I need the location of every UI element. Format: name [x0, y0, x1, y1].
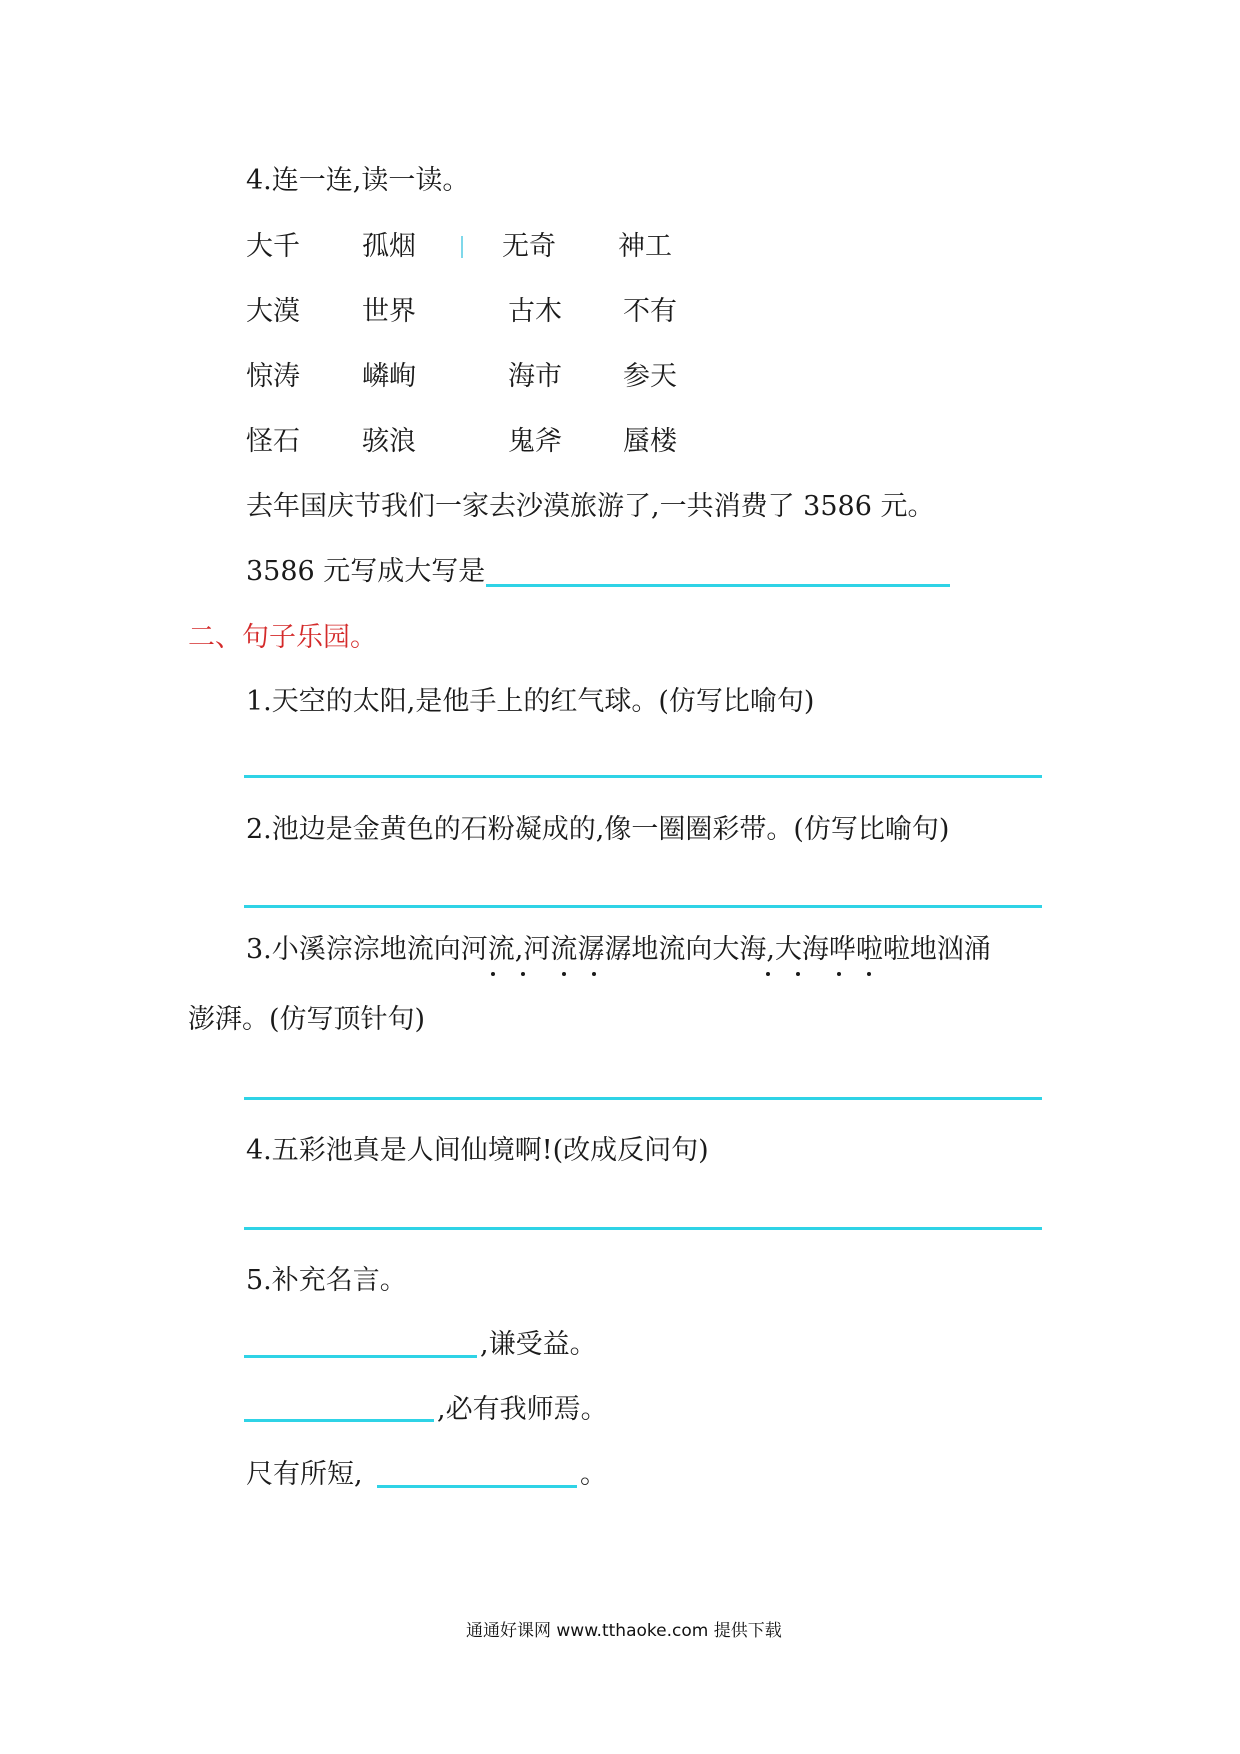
question-3-line-1: 3.小溪淙淙地流向河流,河流潺潺地流向大海,大海哗啦啦地汹涌: [246, 934, 991, 965]
word-item[interactable]: 惊涛: [246, 361, 300, 392]
word-item[interactable]: 鬼斧: [508, 426, 562, 457]
question-4: 4.五彩池真是人间仙境啊!(改成反问句): [246, 1135, 709, 1166]
maxim-1-text: ,谦受益。: [480, 1329, 597, 1360]
word-item[interactable]: 不有: [623, 296, 677, 327]
q4-sentence: 去年国庆节我们一家去沙漠旅游了,一共消费了 3586 元。: [246, 491, 935, 522]
word-item[interactable]: 嶙峋: [362, 361, 416, 392]
section-title: 二、句子乐园。: [188, 622, 377, 653]
maxim-3-head: 尺有所短,: [246, 1459, 363, 1490]
word-item[interactable]: 参天: [623, 361, 677, 392]
word-item[interactable]: 蜃楼: [623, 426, 677, 457]
answer-line-maxim-2[interactable]: [244, 1419, 434, 1422]
word-item[interactable]: 怪石: [246, 426, 300, 457]
cursor-marker: [461, 236, 463, 258]
q4-title: 4.连一连,读一读。: [246, 165, 470, 196]
maxim-3-tail: 。: [580, 1459, 607, 1490]
footer-credit: 通通好课网 www.tthaoke.com 提供下载: [466, 1621, 782, 1641]
question-3-line-2: 澎湃。(仿写顶针句): [188, 1004, 426, 1035]
answer-line-capital[interactable]: [486, 584, 950, 587]
question-1: 1.天空的太阳,是他手上的红气球。(仿写比喻句): [246, 686, 815, 717]
word-item[interactable]: 骇浪: [362, 426, 416, 457]
answer-line-maxim-3[interactable]: [377, 1485, 577, 1488]
question-5: 5.补充名言。: [246, 1265, 407, 1296]
word-item[interactable]: 神工: [618, 231, 672, 262]
maxim-2-text: ,必有我师焉。: [437, 1394, 608, 1425]
answer-line-3[interactable]: [244, 1097, 1042, 1100]
word-item[interactable]: 无奇: [502, 231, 556, 262]
word-item[interactable]: 孤烟: [362, 231, 416, 262]
answer-line-2[interactable]: [244, 905, 1042, 908]
word-item[interactable]: 大漠: [246, 296, 300, 327]
question-2: 2.池边是金黄色的石粉凝成的,像一圈圈彩带。(仿写比喻句): [246, 814, 950, 845]
answer-line-1[interactable]: [244, 775, 1042, 778]
word-item[interactable]: 海市: [508, 361, 562, 392]
word-item[interactable]: 大千: [246, 231, 300, 262]
word-item[interactable]: 世界: [362, 296, 416, 327]
word-item[interactable]: 古木: [508, 296, 562, 327]
capital-prompt: 3586 元写成大写是: [246, 556, 486, 587]
answer-line-4[interactable]: [244, 1227, 1042, 1230]
answer-line-maxim-1[interactable]: [244, 1355, 477, 1358]
